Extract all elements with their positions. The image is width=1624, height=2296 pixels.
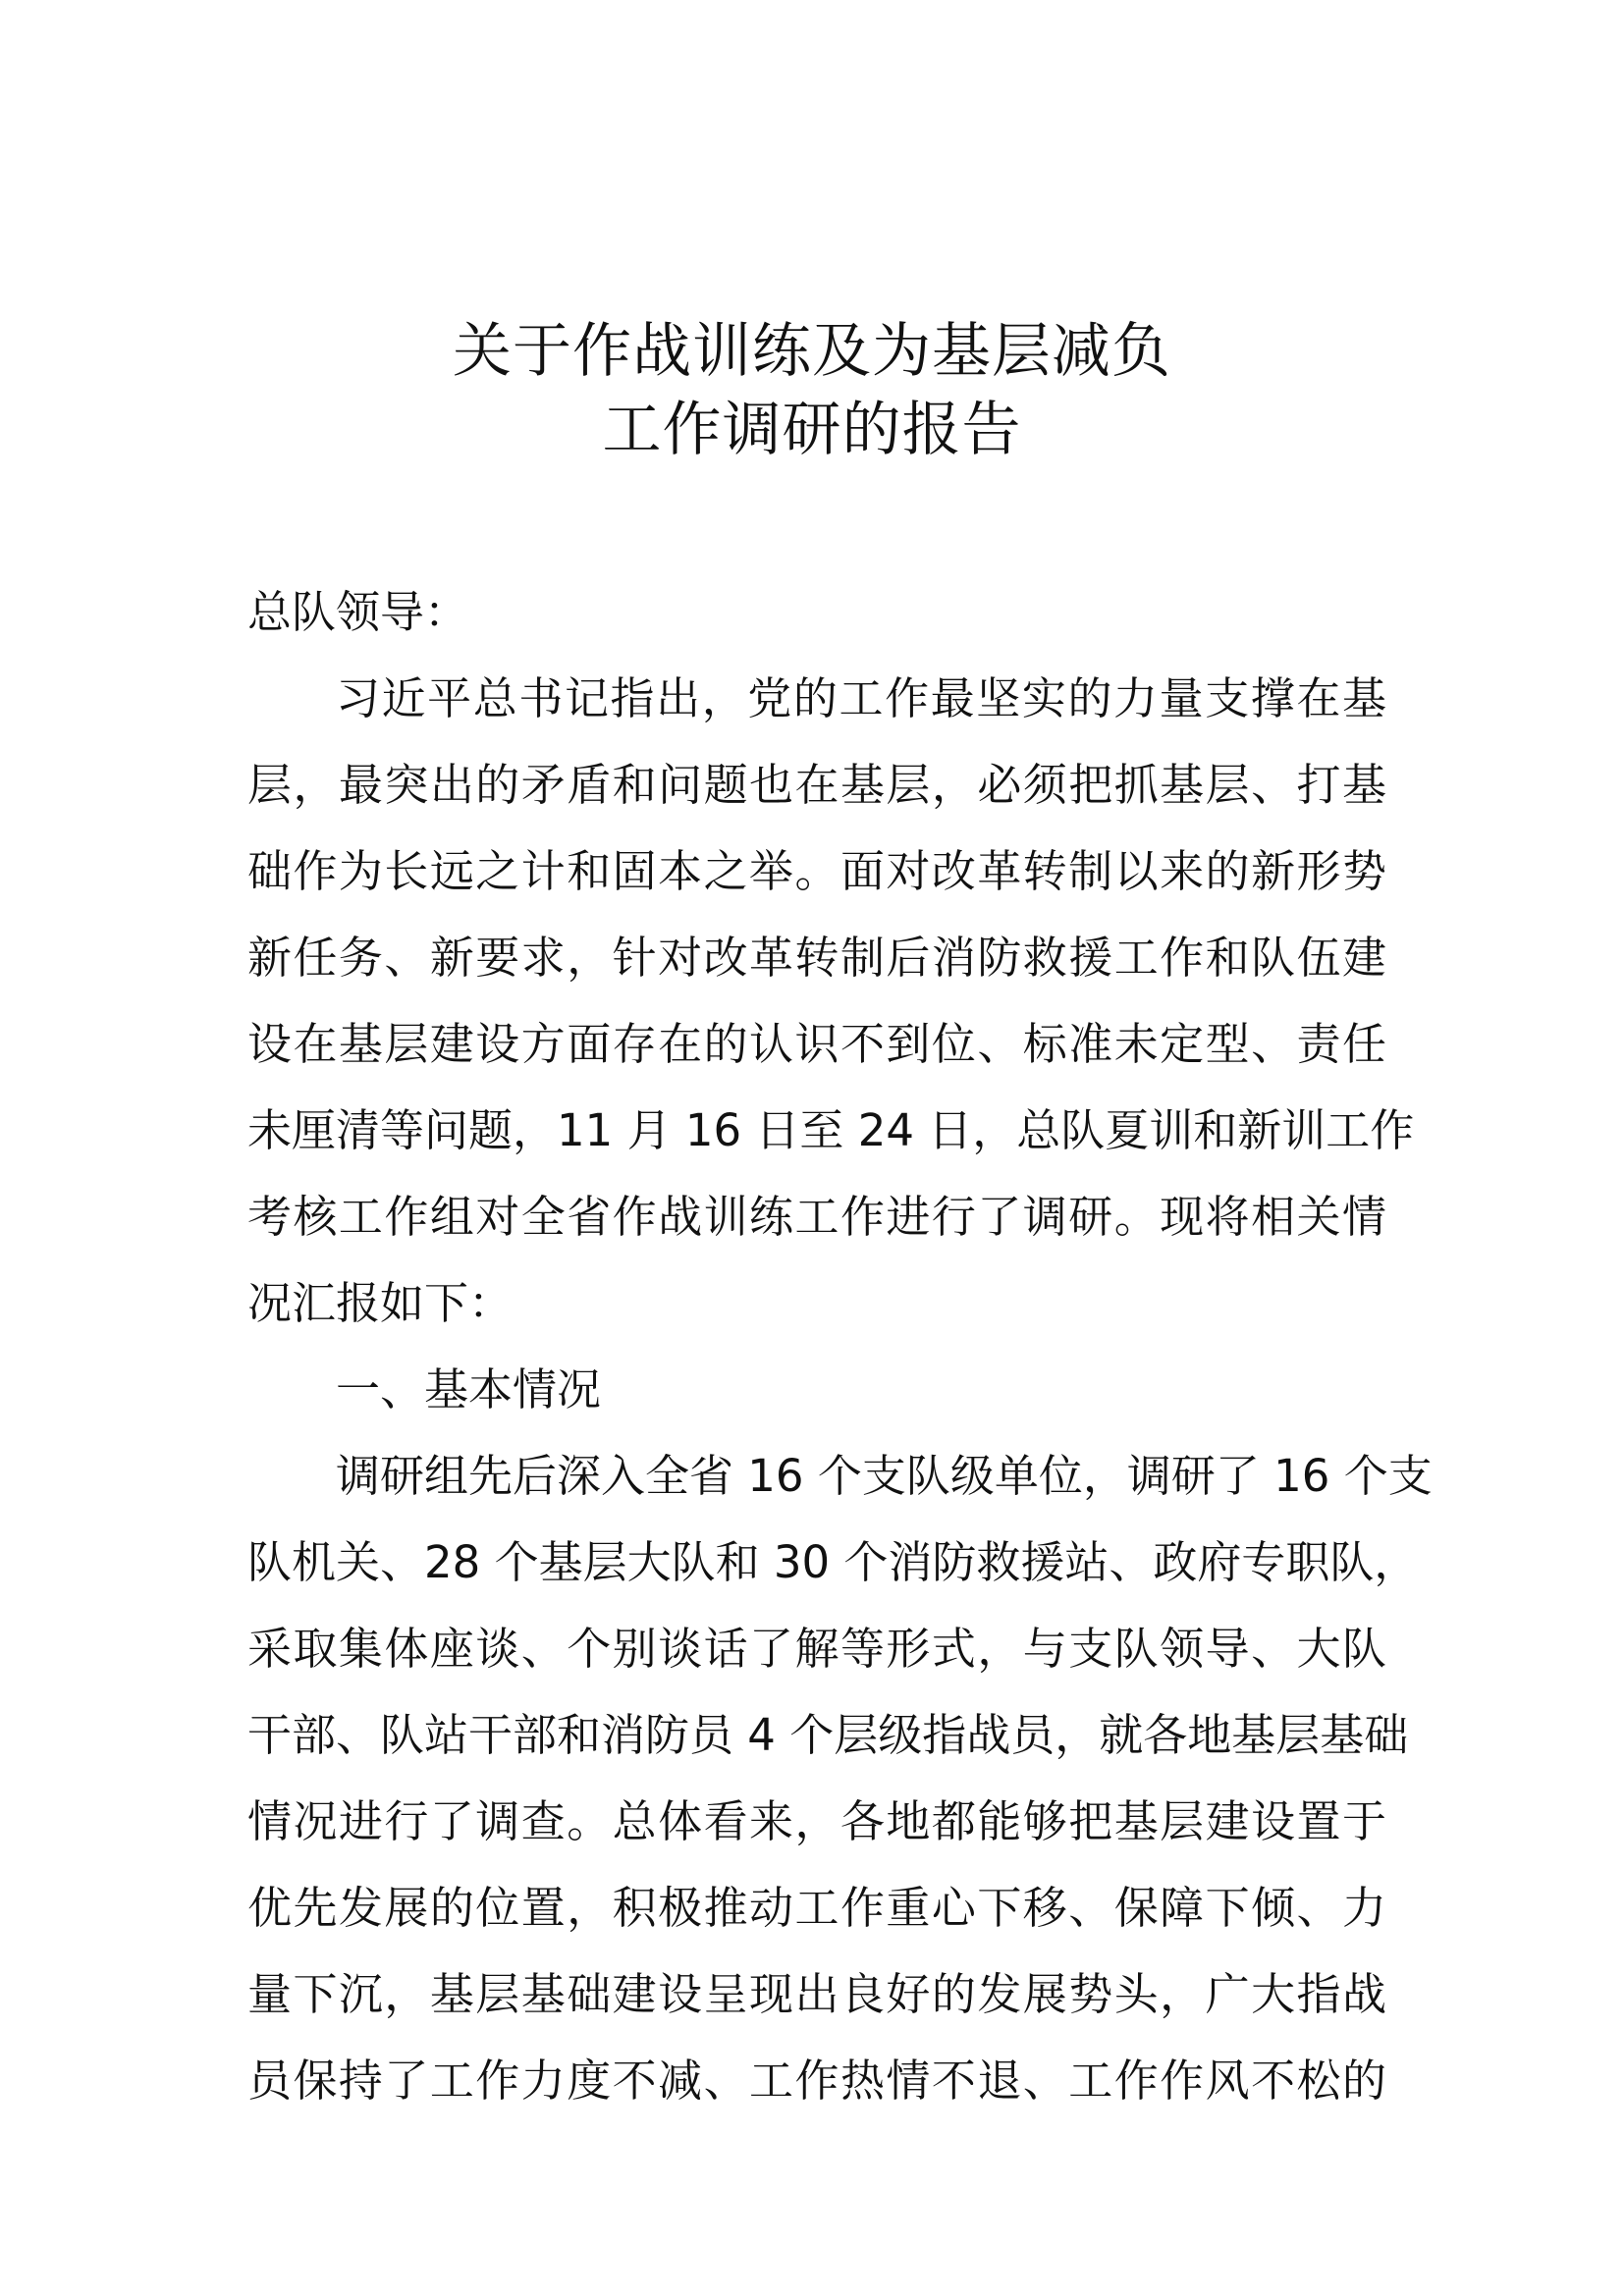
paragraph-line: 员保持了工作力度不减、工作热情不退、工作作风不松的 xyxy=(247,2055,1386,2107)
paragraph-line: 量下沉，基层基础建设呈现出良好的发展势头，广大指战 xyxy=(247,1968,1386,2020)
paragraph-line: 习近平总书记指出，党的工作最坚实的力量支撑在基 xyxy=(336,672,1386,724)
paragraph-line: 队机关、28 个基层大队和 30 个消防救援站、政府专职队， xyxy=(247,1536,1419,1588)
paragraph-basic-situation xyxy=(247,1433,1433,2124)
salutation: 总队领导： xyxy=(247,586,469,638)
paragraph-line: 情况进行了调查。总体看来，各地都能够把基层建设置于 xyxy=(247,1795,1386,1847)
paragraph-line: 层，最突出的矛盾和问题也在基层，必须把抓基层、打基 xyxy=(247,759,1386,811)
paragraph-line: 优先发展的位置，积极推动工作重心下移、保障下倾、力 xyxy=(247,1882,1386,1934)
paragraph-line: 采取集体座谈、个别谈话了解等形式，与支队领导、大队 xyxy=(247,1623,1386,1675)
title-line-2: 工作调研的报告 xyxy=(602,396,1022,464)
section-heading-basic-situation: 一、基本情况 xyxy=(336,1363,602,1415)
document-title xyxy=(0,312,1624,469)
paragraph-line: 况汇报如下： xyxy=(247,1277,514,1329)
paragraph-intro xyxy=(247,656,1415,1347)
document-body xyxy=(247,569,1433,2124)
paragraph-line: 考核工作组对全省作战训练工作进行了调研。现将相关情 xyxy=(247,1191,1386,1243)
paragraph-line: 设在基层建设方面存在的认识不到位、标准未定型、责任 xyxy=(247,1018,1386,1070)
paragraph-line: 新任务、新要求，针对改革转制后消防救援工作和队伍建 xyxy=(247,932,1386,984)
paragraph-line: 调研组先后深入全省 16 个支队级单位，调研了 16 个支 xyxy=(336,1450,1433,1502)
paragraph-line: 干部、队站干部和消防员 4 个层级指战员，就各地基层基础 xyxy=(247,1709,1409,1761)
title-line-1: 关于作战训练及为基层减负 xyxy=(453,317,1171,386)
paragraph-line: 础作为长远之计和固本之举。面对改革转制以来的新形势 xyxy=(247,845,1386,897)
paragraph-line: 未厘清等问题，11 月 16 日至 24 日，总队夏训和新训工作 xyxy=(247,1104,1415,1156)
